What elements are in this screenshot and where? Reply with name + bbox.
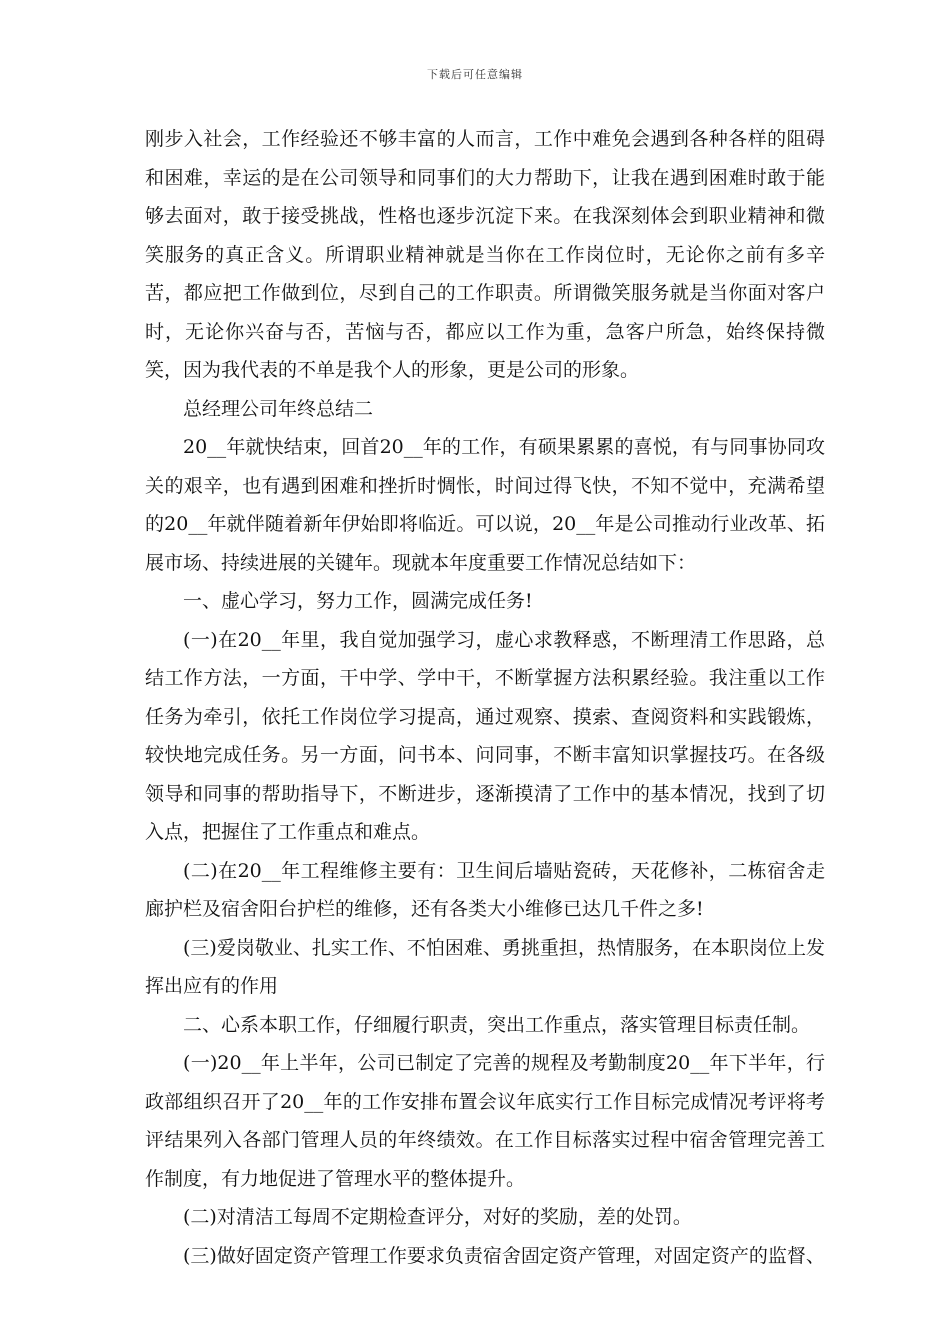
heading-one: 一、虚心学习，努力工作，圆满完成任务! [183, 590, 533, 612]
paragraph-item-2: (二)在20__年工程维修主要有：卫生间后墙贴瓷砖，天花修补，二栋宿舍走廊护栏及宿舍阳台护栏的维修，还有各类大小维修已达几千件之多! [145, 859, 825, 920]
paragraph-item-2-1: (一)20__年上半年，公司已制定了完善的规程及考勤制度20__年下半年，行政部组织召开了20__年的工作安排布置会议年底实行工作目标完成情况考评将考评结果列入各部门管理人员的年终绩效。在工作目标落实过程中宿舍管理完善工作制度，有力地促进了管理水平的整体提升。 [145, 1052, 825, 1190]
paragraph-item-2-2: (二)对清洁工每周不定期检查评分，对好的奖励，差的处罚。 [183, 1206, 692, 1228]
paragraph-item-1: (一)在20__年里，我自觉加强学习，虚心求教释惑，不断理清工作思路，总结工作方法，一方面，干中学、学中干，不断掌握方法积累经验。我注重以工作任务为牵引，依托工作岗位学习提高，通过观察、摸索、查阅资料和实践锻炼，较快地完成任务。另一方面，问书本、问同事，不断丰富知识掌握技巧。在各级领导和同事的帮助指导下，不断进步，逐渐摸清了工作中的基本情况，找到了切入点，把握住了工作重点和难点。 [145, 628, 825, 843]
paragraph-item-2-3: (三)做好固定资产管理工作要求负责宿舍固定资产管理，对固定资产的监督、 [183, 1244, 825, 1267]
heading-two: 二、心系本职工作，仔细履行职责，突出工作重点，落实管理目标责任制。 [183, 1013, 811, 1036]
page-header: 下载后可任意编辑 [427, 68, 523, 81]
document-body [145, 120, 825, 1275]
paragraph-continuation: 刚步入社会，工作经验还不够丰富的人而言，工作中难免会遇到各种各样的阻碍和困难，幸运的是在公司领导和同事们的大力帮助下，让我在遇到困难时敢于能够去面对，敢于接受挑战，性格也逐步沉淀下来。在我深刻体会到职业精神和微笑服务的真正含义。所谓职业精神就是当你在工作岗位时，无论你之前有多辛苦，都应把工作做到位，尽到自己的工作职责。所谓微笑服务就是当你面对客户时，无论你兴奋与否，苦恼与否，都应以工作为重，急客户所急，始终保持微笑，因为我代表的不单是我个人的形象，更是公司的形象。 [145, 128, 825, 381]
paragraph-item-3: (三)爱岗敬业、扎实工作、不怕困难、勇挑重担，热情服务，在本职岗位上发挥出应有的作用 [145, 936, 825, 997]
paragraph-intro: 20__年就快结束，回首20__年的工作，有硕果累累的喜悦，有与同事协同攻关的艰辛，也有遇到困难和挫折时惆怅，时间过得飞快，不知不觉中，充满希望的20__年就伴随着新年伊始即将临近。可以说，20__年是公司推动行业改革、拓展市场、持续进展的关键年。现就本年度重要工作情况总结如下： [145, 436, 825, 574]
section-title: 总经理公司年终总结二 [183, 397, 374, 420]
